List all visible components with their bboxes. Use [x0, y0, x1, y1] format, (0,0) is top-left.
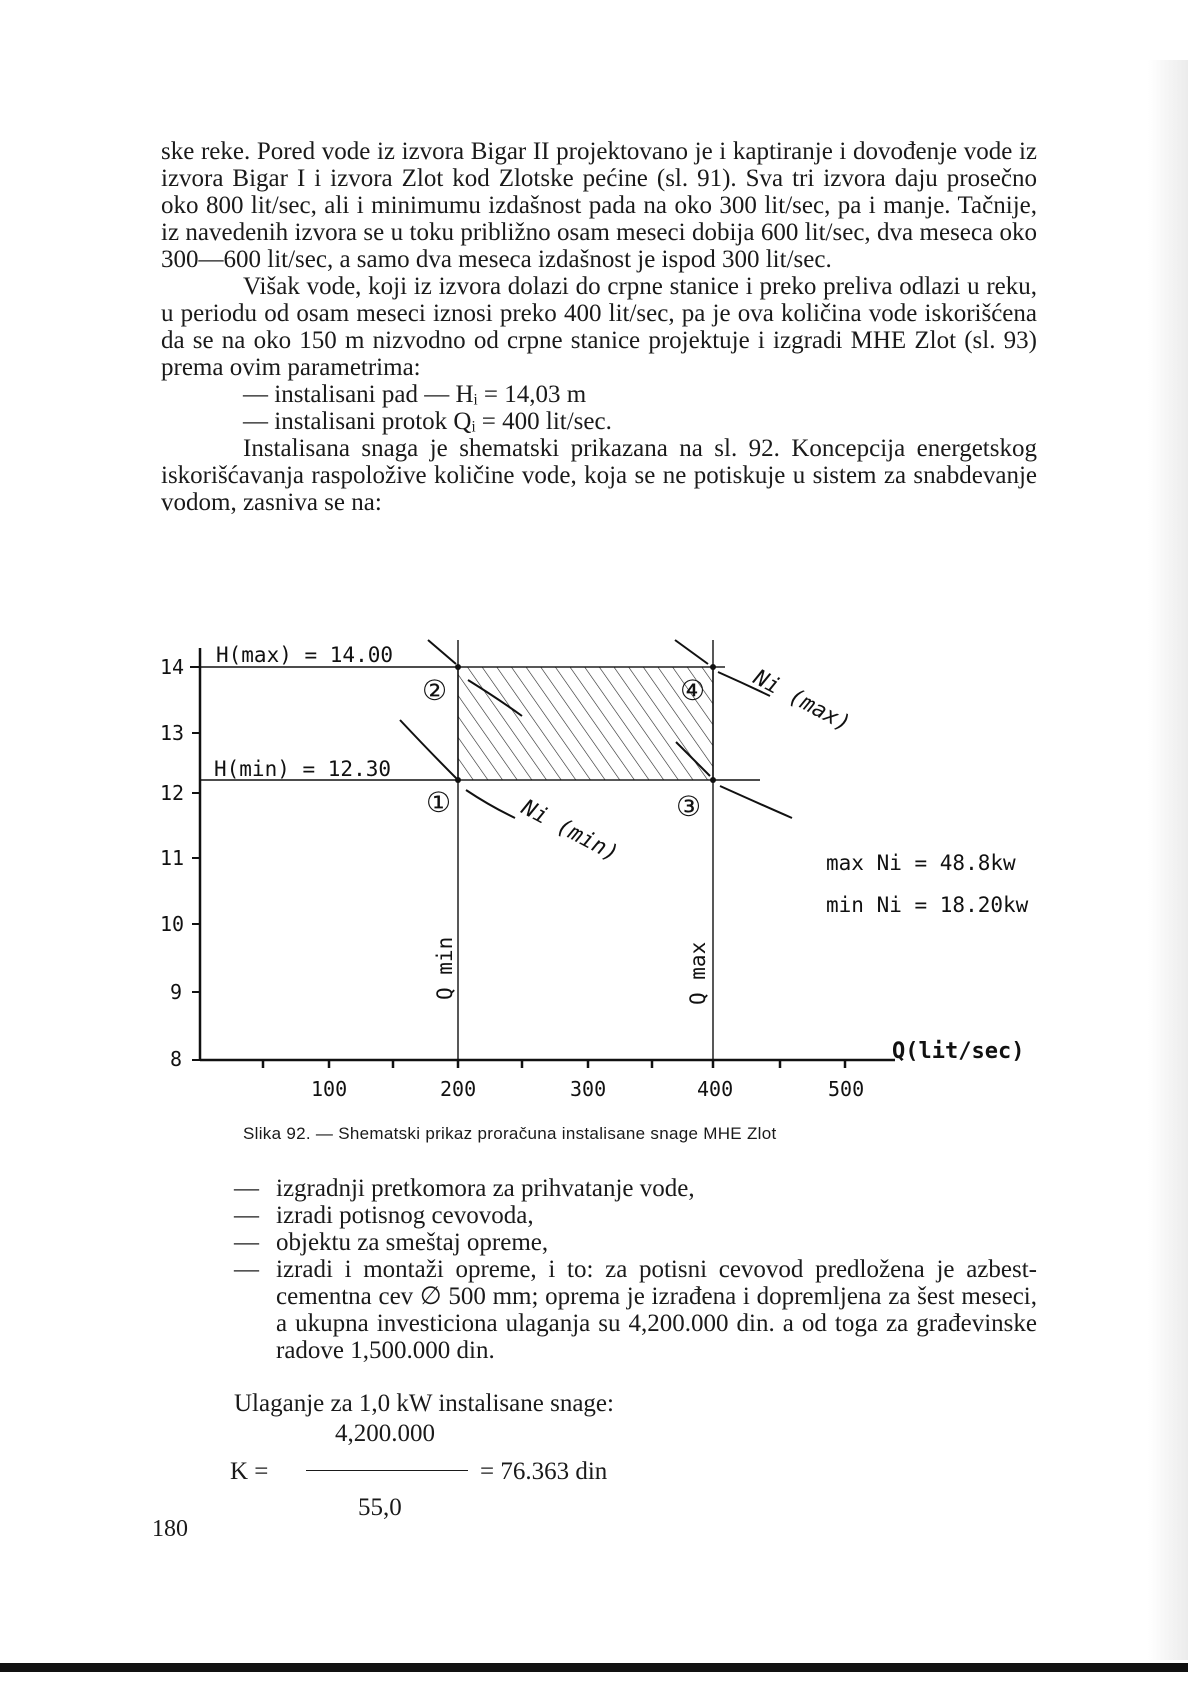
page-edge-shadow: [1148, 60, 1188, 1660]
paragraph-1: ske reke. Pored vode iz izvora Bigar II projektovano je i kaptiranje i dovođenje vode iz izvora Bigar I i izvora Zlot kod Zlotske pećine (sl. 91). Sva tri izvora daju prosečno oko 800 lit/sec, ali i minimumu izdašnost pada na oko 300 lit/sec, pa i manje. Tačnije, iz navedenih izvora se u toku približno osam meseci dobija 600 lit/sec, dva meseca oko 300—600 lit/sec, a samo dva meseca izdašnost je ispod 300 lit/sec.: [161, 138, 1037, 273]
list-item: [234, 1175, 1037, 1202]
y-tick-8: 8: [170, 1047, 183, 1071]
y-tick-10: 10: [160, 912, 185, 936]
paragraph-2: Višak vode, koji iz izvora dolazi do crpne stanice i preko preliva odlazi u reku, u periodu od osam meseci iznosi preko 400 lit/sec, pa je ova količina vode iskorišćena da se na oko 150 m nizvodno od crpne stanice projektuje i izgradi MHE Zlot (sl. 93) prema ovim parametrima:: [161, 273, 1037, 381]
page-number: 180: [152, 1516, 188, 1542]
q-min-label: Q min: [433, 936, 457, 1000]
x-tick-500: 500: [828, 1077, 865, 1101]
h-max-label: H(max) = 14.00: [216, 643, 394, 667]
point-label-4: ④: [680, 674, 706, 707]
ni-curve-top-right: [675, 640, 708, 664]
max-ni-value: max Ni = 48.8kw: [826, 851, 1016, 875]
y-tick-11: 11: [160, 846, 185, 870]
y-ticks: [190, 667, 200, 1060]
formula-numerator: 4,200.000: [335, 1420, 435, 1447]
bullet-dash: —: [234, 1202, 259, 1229]
y-tick-14: 14: [160, 655, 185, 679]
point-label-3: ③: [676, 790, 702, 823]
x-tick-200: 200: [440, 1077, 477, 1101]
bullet-dash: —: [234, 1229, 259, 1256]
ni-min-curve-right: [466, 790, 515, 818]
cost-formula: [230, 1420, 690, 1520]
ni-min-label: Ni (min): [517, 795, 623, 868]
bullet-text: izradi i montaži opreme, i to: za potisni cevovod predložena je azbest-cementna cev ∅ 500 mm; oprema je izrađena i dopremljena za šest meseci, a ukupna investiciona ulaganja su 4,200.000 din. a od toga za građevinske radove 1,500.000 din.: [276, 1256, 1037, 1364]
paragraph-3: Instalisana snaga je shematski prikazana na sl. 92. Koncepcija energetskog iskorišćavanja raspoložive količine vode, koja se ne potiskuje u sistem za snabdevanje vodom, zasniva se na:: [161, 435, 1037, 516]
h-min-label: H(min) = 12.30: [214, 757, 392, 781]
y-tick-12: 12: [160, 781, 185, 805]
x-tick-400: 400: [697, 1077, 734, 1101]
fraction-bar: [306, 1470, 468, 1471]
point-label-1: ①: [426, 786, 452, 819]
bullet-list: [234, 1175, 1037, 1364]
min-ni-value: min Ni = 18.20kw: [826, 893, 1029, 917]
scan-bottom-border: [0, 1663, 1188, 1672]
parameter-item-1: — instalisani pad — Hᵢ = 14,03 m: [243, 381, 587, 408]
bullet-text: izradi potisnog cevovoda,: [276, 1202, 534, 1229]
ni-min-curve-left: [400, 720, 456, 778]
formula-title: Ulaganje za 1,0 kW instalisane snage:: [234, 1390, 614, 1417]
list-item: [234, 1202, 1037, 1229]
x-tick-300: 300: [570, 1077, 607, 1101]
bullet-dash: —: [234, 1175, 259, 1202]
y-tick-9: 9: [170, 980, 183, 1004]
formula-denominator: 55,0: [358, 1494, 402, 1521]
ni-curve-bottom-right: [720, 786, 792, 818]
bullet-dash: —: [234, 1256, 259, 1283]
ni-max-curve-left: [428, 640, 456, 664]
hatched-power-region: [458, 667, 713, 780]
y-tick-13: 13: [160, 721, 185, 745]
formula-rhs: = 76.363 din: [480, 1458, 608, 1485]
bullet-text: objektu za smeštaj opreme,: [276, 1229, 549, 1256]
x-axis-label: Q(lit/sec): [892, 1039, 1025, 1064]
point-label-2: ②: [422, 674, 448, 707]
list-item: [234, 1256, 1037, 1364]
list-item: [234, 1229, 1037, 1256]
parameter-item-2: — instalisani protok Qᵢ = 400 lit/sec.: [243, 408, 612, 435]
x-tick-100: 100: [311, 1077, 348, 1101]
bullet-text: izgradnji pretkomora za prihvatanje vode,: [276, 1175, 695, 1202]
ni-max-label: Ni (max): [749, 665, 855, 738]
figure-caption: Slika 92. — Shematski prikaz proračuna instalisane snage MHE Zlot: [243, 1124, 777, 1143]
q-max-label: Q max: [686, 941, 710, 1005]
formula-lhs: K =: [230, 1458, 269, 1485]
